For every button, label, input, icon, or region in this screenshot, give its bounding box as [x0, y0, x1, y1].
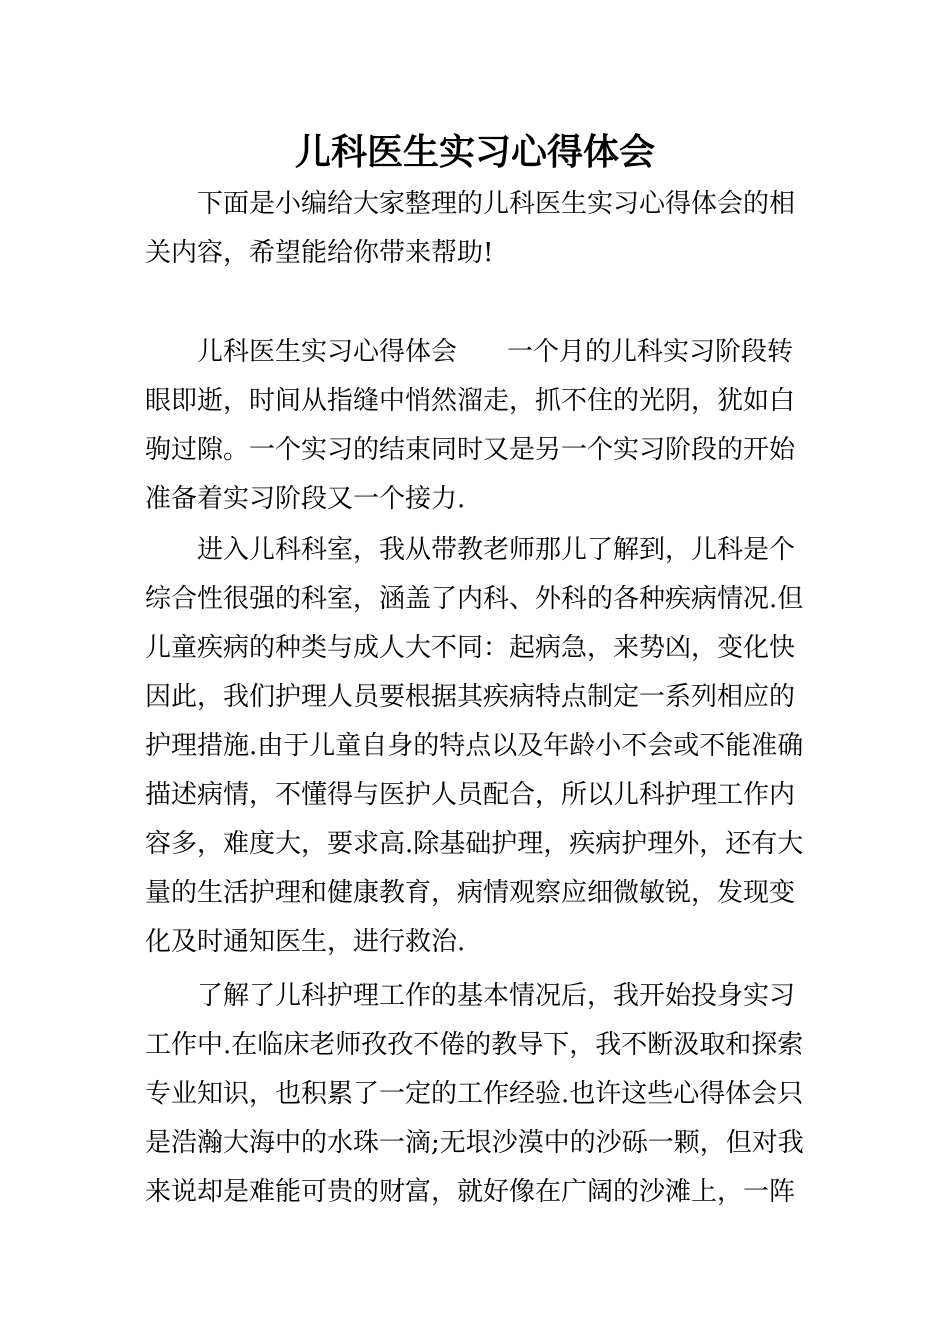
para1-line: 驹过隙。一个实习的结束同时又是另一个实习阶段的开始 [145, 435, 796, 465]
para2-line: 因此，我们护理人员要根据其疾病特点制定一系列相应的 [145, 682, 796, 712]
para2-line: 量的生活护理和健康教育，病情观察应细微敏锐，发现变 [145, 878, 796, 908]
para3-line: 了解了儿科护理工作的基本情况后，我开始投身实习 [197, 981, 796, 1011]
document-title: 儿科医生实习心得体会 [294, 131, 655, 173]
para2-line: 容多，难度大，要求高.除基础护理，疾病护理外，还有大 [145, 829, 804, 859]
para2-line: 综合性很强的科室，涵盖了内科、外科的各种疾病情况.但 [145, 584, 804, 614]
para2-line: 护理措施.由于儿童自身的特点以及年龄小不会或不能准确 [145, 731, 804, 761]
para3-line: 工作中.在临床老师孜孜不倦的教导下，我不断汲取和探索 [145, 1030, 804, 1060]
para2-line: 儿童疾病的种类与成人大不同：起病急，来势凶，变化快 [145, 633, 796, 663]
para3-line: 来说却是难能可贵的财富，就好像在广阔的沙滩上，一阵 [145, 1177, 796, 1207]
section-heading: 儿科医生实习心得体会 [197, 337, 458, 367]
para2-line: 化及时通知医生，进行救治. [145, 927, 466, 957]
intro-line: 下面是小编给大家整理的儿科医生实习心得体会的相 [197, 189, 796, 219]
para2-line: 描述病情，不懂得与医护人员配合，所以儿科护理工作内 [145, 780, 796, 810]
para3-line: 是浩瀚大海中的水珠一滴;无垠沙漠中的沙砾一颗，但对我 [145, 1128, 804, 1158]
para1-line [197, 328, 810, 376]
intro-line: 关内容，希望能给你带来帮助! [145, 238, 494, 268]
para1-line: 眼即逝，时间从指缝中悄然溜走，抓不住的光阴，犹如白 [145, 386, 796, 416]
para2-line: 进入儿科科室，我从带教老师那儿了解到，儿科是个 [197, 535, 796, 565]
para1-line: 准备着实习阶段又一个接力. [145, 484, 466, 514]
para1-text: 一个月的儿科实习阶段转 [507, 337, 794, 367]
para3-line: 专业知识，也积累了一定的工作经验.也许这些心得体会只 [145, 1079, 804, 1109]
